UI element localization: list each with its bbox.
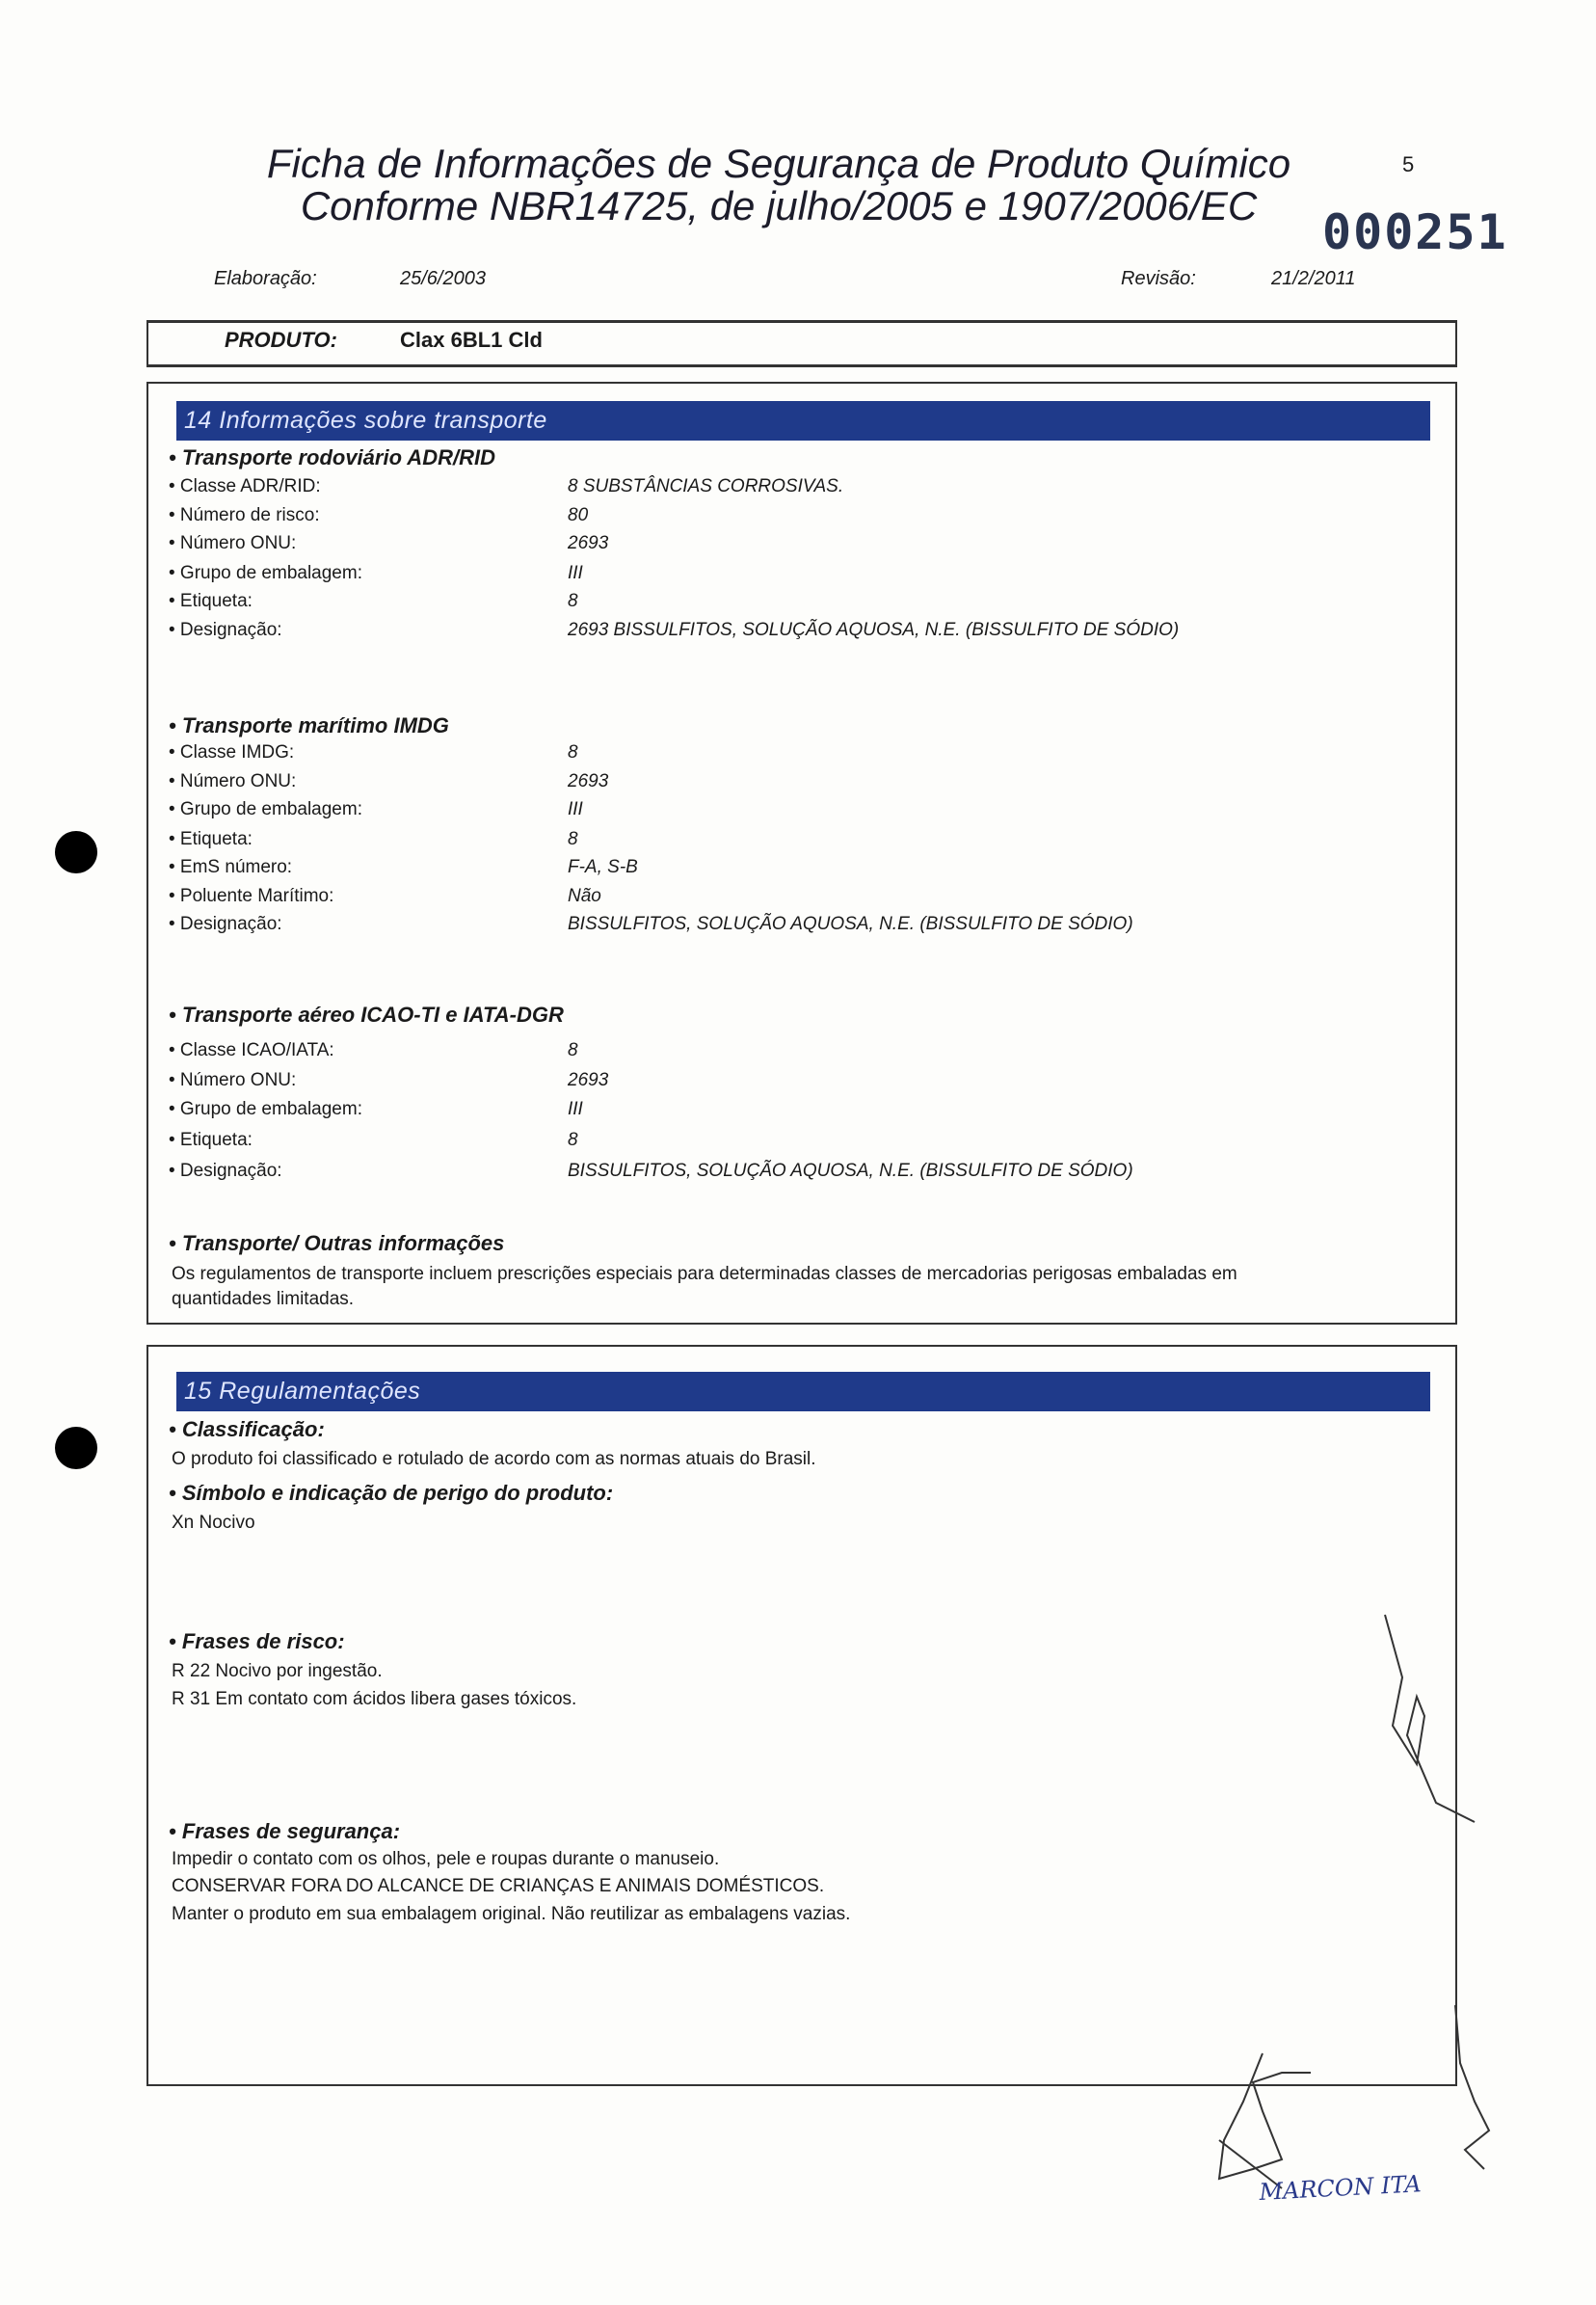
classification-heading: • Classificação: — [169, 1417, 325, 1441]
field-label: • Classe ADR/RID: — [169, 476, 321, 496]
classification-text: O produto foi classificado e rotulado de acordo com as normas atuais do Brasil. — [172, 1449, 816, 1469]
page-number: 5 — [1402, 152, 1415, 176]
risk-heading: • Frases de risco: — [169, 1629, 345, 1653]
field-value: III — [568, 563, 583, 583]
field-value: 8 SUBSTÂNCIAS CORROSIVAS. — [568, 476, 844, 496]
elaboracao-date: 25/6/2003 — [400, 268, 486, 289]
field-value: Não — [568, 886, 601, 906]
elaboracao-label: Elaboração: — [214, 268, 317, 289]
road-transport-heading: • Transporte rodoviário ADR/RID — [169, 445, 495, 469]
other-info-text: Os regulamentos de transporte incluem prescrições especiais para determinadas classes de mercadorias perigosas embaladas em — [172, 1264, 1237, 1284]
field-label: • Etiqueta: — [169, 829, 253, 849]
field-value: 2693 — [568, 771, 609, 791]
field-value: 2693 BISSULFITOS, SOLUÇÃO AQUOSA, N.E. (BISSULFITO DE SÓDIO) — [568, 620, 1180, 640]
revisao-label: Revisão: — [1121, 268, 1196, 289]
safety-phrase: Impedir o contato com os olhos, pele e roupas durante o manuseio. — [172, 1849, 720, 1869]
product-label: PRODUTO: — [225, 328, 337, 352]
air-transport-heading: • Transporte aéreo ICAO-TI e IATA-DGR — [169, 1003, 564, 1027]
field-label: • Etiqueta: — [169, 1130, 253, 1150]
field-label: • Designação: — [169, 620, 282, 640]
field-value: F-A, S-B — [568, 857, 638, 877]
risk-phrase: R 31 Em contato com ácidos libera gases tóxicos. — [172, 1689, 577, 1709]
field-label: • Número ONU: — [169, 1070, 297, 1090]
revisao-date: 21/2/2011 — [1271, 268, 1356, 289]
risk-phrase: R 22 Nocivo por ingestão. — [172, 1661, 383, 1681]
field-label: • Classe ICAO/IATA: — [169, 1040, 334, 1060]
field-value: BISSULFITOS, SOLUÇÃO AQUOSA, N.E. (BISSULFITO DE SÓDIO) — [568, 914, 1133, 934]
field-label: • Designação: — [169, 914, 282, 934]
symbol-text: Xn Nocivo — [172, 1513, 255, 1533]
field-value: 8 — [568, 742, 578, 763]
field-value: 2693 — [568, 1070, 609, 1090]
field-label: • Número ONU: — [169, 533, 297, 553]
safety-phrase: Manter o produto em sua embalagem original. Não reutilizar as embalagens vazias. — [172, 1904, 851, 1924]
field-label: • Classe IMDG: — [169, 742, 295, 763]
section-14-header: 14 Informações sobre transporte — [176, 401, 1430, 441]
document-title-line1: Ficha de Informações de Segurança de Produto Químico — [266, 141, 1291, 186]
field-label: • Designação: — [169, 1161, 282, 1181]
field-value: 2693 — [568, 533, 609, 553]
field-label: • Grupo de embalagem: — [169, 1099, 362, 1119]
field-value: 8 — [568, 1130, 578, 1150]
field-label: • Etiqueta: — [169, 591, 253, 611]
other-info-heading: • Transporte/ Outras informações — [169, 1231, 505, 1255]
field-value: 8 — [568, 829, 578, 849]
field-value: III — [568, 1099, 583, 1119]
field-value: 8 — [568, 1040, 578, 1060]
symbol-heading: • Símbolo e indicação de perigo do produto: — [169, 1481, 614, 1505]
signature-text: MARCON ITA — [1258, 2170, 1423, 2206]
field-label: • Grupo de embalagem: — [169, 563, 362, 583]
field-label: • Grupo de embalagem: — [169, 799, 362, 819]
stamp-number: 000251 — [1322, 204, 1508, 260]
field-value: III — [568, 799, 583, 819]
product-value: Clax 6BL1 Cld — [400, 328, 543, 352]
field-value: 80 — [568, 505, 589, 525]
section-15-header: 15 Regulamentações — [176, 1372, 1430, 1411]
safety-heading: • Frases de segurança: — [169, 1819, 401, 1843]
field-label: • Poluente Marítimo: — [169, 886, 334, 906]
field-label: • Número de risco: — [169, 505, 320, 525]
field-label: • EmS número: — [169, 857, 293, 877]
safety-phrase: CONSERVAR FORA DO ALCANCE DE CRIANÇAS E ANIMAIS DOMÉSTICOS. — [172, 1876, 825, 1896]
field-value: BISSULFITOS, SOLUÇÃO AQUOSA, N.E. (BISSULFITO DE SÓDIO) — [568, 1161, 1133, 1181]
sea-transport-heading: • Transporte marítimo IMDG — [169, 713, 449, 737]
field-value: 8 — [568, 591, 578, 611]
other-info-text: quantidades limitadas. — [172, 1289, 355, 1309]
field-label: • Número ONU: — [169, 771, 297, 791]
document-title-line2: Conforme NBR14725, de julho/2005 e 1907/2006/EC — [300, 183, 1258, 228]
